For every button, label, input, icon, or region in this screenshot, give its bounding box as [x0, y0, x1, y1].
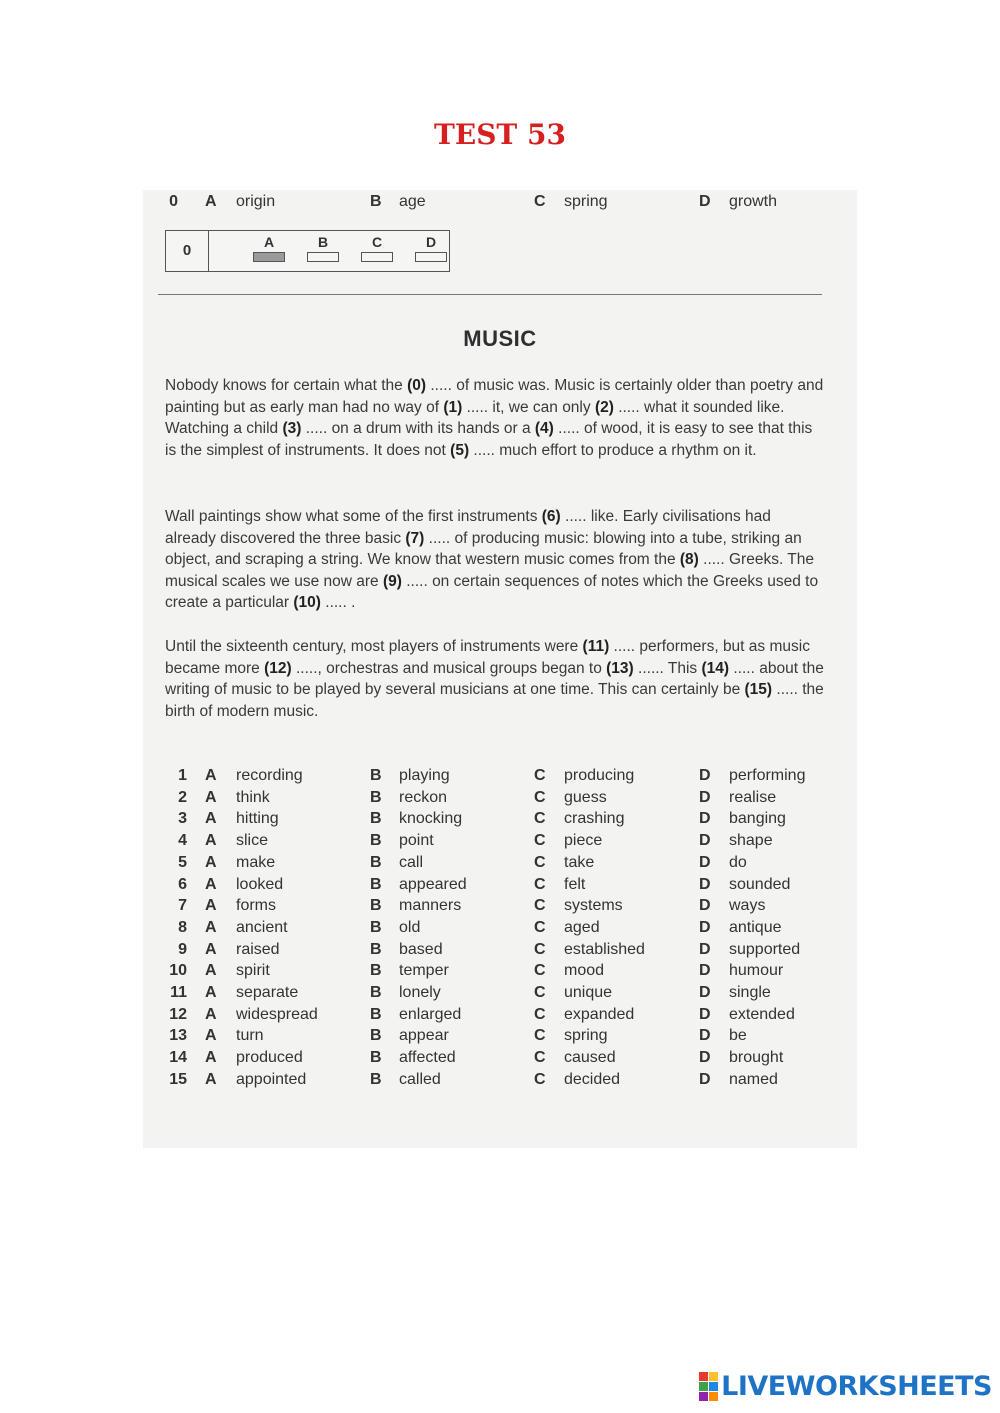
passage-paragraph — [165, 375, 825, 461]
option-word: raised — [236, 940, 280, 958]
passage-text: ..... on a drum with its hands or a — [301, 420, 535, 437]
question-number: 4 — [178, 832, 187, 850]
question-row — [143, 808, 857, 830]
option-letter: A — [205, 1005, 217, 1023]
question-row — [143, 1025, 857, 1047]
gap-number: (4) — [534, 420, 554, 437]
option-letter: C — [534, 1005, 546, 1023]
gap-number: (2) — [594, 398, 614, 416]
example-row — [143, 191, 857, 213]
divider-line — [158, 294, 822, 295]
option-letter: C — [534, 940, 546, 958]
passage-text: ..... like. Early civilisations had already discovered the three basic — [165, 508, 771, 547]
answer-option-b — [306, 234, 340, 262]
gap-number: (11) — [582, 638, 610, 655]
option-word: sounded — [729, 875, 791, 893]
question-number: 6 — [178, 875, 187, 893]
option-letter: C — [534, 767, 546, 784]
option-word: produced — [236, 1049, 303, 1067]
option-letter: B — [370, 832, 382, 850]
option-word: enlarged — [399, 1005, 462, 1023]
option-letter: A — [205, 962, 217, 980]
option-word: performing — [729, 767, 806, 784]
question-number: 9 — [178, 940, 187, 958]
logo-text: LIVEWORKSHEETS — [721, 1370, 992, 1402]
option-letter: C — [534, 1049, 546, 1067]
answer-option-c — [360, 234, 394, 262]
option-word: decided — [564, 1070, 621, 1088]
option-word: named — [729, 1070, 778, 1088]
option-word: appeared — [399, 875, 467, 893]
option-letter: A — [205, 897, 217, 915]
option-word: established — [564, 940, 645, 958]
option-letter: C — [534, 1027, 546, 1045]
option-word: old — [399, 918, 421, 936]
option-word: turn — [236, 1027, 264, 1045]
option-word: piece — [564, 832, 603, 850]
option-letter: A — [205, 193, 217, 210]
option-word: ancient — [236, 918, 288, 936]
passage-text: ..... the birth of modern music. — [165, 681, 824, 720]
option-word: do — [729, 853, 747, 871]
passage-text: ....., orchestras and musical groups began to — [291, 659, 607, 677]
option-word: spring — [564, 1027, 608, 1045]
option-word: slice — [236, 832, 269, 850]
option-letter: B — [370, 193, 382, 210]
question-row — [143, 765, 857, 787]
option-word: recording — [236, 767, 303, 784]
option-letter: C — [534, 788, 546, 806]
passage-text: ..... it, we can only — [462, 398, 595, 416]
option-word: systems — [564, 897, 623, 915]
option-letter: A — [205, 832, 217, 850]
option-letter: B — [370, 897, 382, 915]
question-row — [143, 960, 857, 982]
option-letter: D — [699, 810, 711, 828]
option-word: separate — [236, 984, 299, 1001]
example-answer-box — [165, 230, 450, 272]
passage-text: ..... . — [320, 594, 356, 611]
question-row — [143, 874, 857, 896]
option-letter: B — [370, 962, 382, 980]
question-row — [143, 982, 857, 1004]
passage-text: ..... of producing music: blowing into a tube, striking an object, and scraping a string. We know that western music comes from the — [165, 529, 802, 568]
gap-number: (9) — [382, 572, 402, 590]
passage-text: ..... of wood, it is easy to see that this is the simplest of instruments. It does not — [165, 420, 813, 459]
answer-box-number: 0 — [166, 231, 209, 271]
option-word: caused — [564, 1049, 616, 1067]
option-word: crashing — [564, 810, 625, 828]
option-word: ways — [729, 897, 766, 915]
option-word: called — [399, 1070, 441, 1088]
question-number: 10 — [169, 962, 187, 980]
answer-option-box — [415, 252, 447, 262]
question-number: 3 — [178, 810, 187, 828]
option-letter: C — [534, 853, 546, 871]
option-word: knocking — [399, 810, 463, 828]
page-title: TEST 53 — [434, 118, 566, 151]
gap-number: (0) — [407, 377, 427, 394]
gap-number: (1) — [443, 398, 463, 416]
option-word: manners — [399, 897, 462, 915]
option-letter: B — [370, 875, 382, 893]
option-word: spirit — [236, 962, 270, 980]
option-word: point — [399, 832, 434, 850]
option-word: looked — [236, 875, 284, 893]
option-letter: B — [370, 984, 382, 1001]
option-word: think — [236, 788, 270, 806]
passage-text: ..... much effort to produce a rhythm on it. — [469, 441, 757, 459]
option-letter: B — [370, 1049, 382, 1067]
gap-number: (13) — [606, 659, 634, 677]
passage-text: ..... performers, but as music became more — [165, 638, 810, 677]
gap-number: (7) — [405, 529, 425, 547]
option-word: based — [399, 940, 443, 958]
option-letter: A — [205, 875, 217, 893]
question-row — [143, 787, 857, 809]
logo-mark-square — [709, 1372, 718, 1381]
option-word: spring — [564, 193, 608, 210]
option-letter: D — [699, 984, 711, 1001]
option-letter: A — [205, 788, 217, 806]
option-letter: C — [534, 875, 546, 893]
option-word: forms — [236, 897, 276, 915]
option-letter: D — [699, 897, 711, 915]
gap-number: (6) — [541, 508, 561, 525]
option-word: age — [399, 193, 426, 210]
question-number: 1 — [178, 767, 187, 784]
option-word: humour — [729, 962, 784, 980]
liveworksheets-logo — [699, 1371, 992, 1401]
answer-option-box — [307, 252, 339, 262]
option-letter: B — [370, 767, 382, 784]
option-letter: B — [370, 1070, 382, 1088]
option-letter: C — [534, 832, 546, 850]
question-row — [143, 830, 857, 852]
option-letter: A — [205, 1049, 217, 1067]
option-word: origin — [236, 193, 276, 210]
gap-number: (10) — [293, 594, 321, 611]
option-letter: B — [370, 1005, 382, 1023]
option-letter: B — [370, 918, 382, 936]
option-word: appear — [399, 1027, 449, 1045]
option-word: shape — [729, 832, 773, 850]
option-letter: C — [534, 984, 546, 1001]
option-letter: D — [699, 832, 711, 850]
option-word: realise — [729, 788, 777, 806]
passage-paragraph — [165, 636, 825, 722]
option-letter: C — [534, 193, 546, 210]
option-word: temper — [399, 962, 449, 980]
passage-text: ..... Greeks. The musical scales we use now are — [165, 551, 814, 590]
passage-text: ..... of music was. Music is certainly older than poetry and painting but as early man had no way of — [165, 377, 824, 416]
option-word: supported — [729, 940, 801, 958]
option-word: hitting — [236, 810, 279, 828]
option-letter: A — [205, 918, 217, 936]
option-word: call — [399, 853, 424, 871]
answer-option-letter: C — [371, 234, 383, 250]
example-number: 0 — [169, 193, 178, 210]
option-letter: C — [534, 810, 546, 828]
logo-mark-square — [699, 1392, 708, 1401]
option-word: lonely — [399, 984, 441, 1001]
option-letter: D — [699, 193, 711, 210]
passage-paragraph — [165, 506, 825, 614]
logo-mark-icon — [699, 1372, 718, 1401]
option-word: reckon — [399, 788, 448, 806]
option-letter: B — [370, 1027, 382, 1045]
logo-mark-square — [699, 1382, 708, 1391]
passage-text: ..... about the writing of music to be played by several musicians at one time. This can certainly be — [165, 659, 824, 698]
gap-number: (8) — [679, 551, 699, 568]
option-letter: B — [370, 940, 382, 958]
logo-mark-square — [709, 1382, 718, 1391]
option-letter: D — [699, 1070, 711, 1088]
option-letter: B — [370, 810, 382, 828]
answer-option-letter: B — [317, 234, 329, 250]
passage-title: MUSIC — [463, 326, 537, 351]
option-letter: A — [205, 767, 217, 784]
option-letter: D — [699, 1027, 711, 1045]
question-row — [143, 852, 857, 874]
option-letter: D — [699, 962, 711, 980]
question-number: 8 — [178, 918, 187, 936]
gap-number: (12) — [264, 659, 292, 677]
question-number: 7 — [178, 897, 187, 915]
option-letter: C — [534, 962, 546, 980]
option-letter: B — [370, 853, 382, 871]
option-letter: D — [699, 875, 711, 893]
option-word: brought — [729, 1049, 784, 1067]
option-letter: A — [205, 984, 217, 1001]
option-word: aged — [564, 918, 600, 936]
option-letter: A — [205, 1027, 217, 1045]
option-word: playing — [399, 767, 450, 784]
answer-option-d — [414, 234, 448, 262]
option-letter: D — [699, 788, 711, 806]
option-letter: D — [699, 1049, 711, 1067]
option-letter: A — [205, 810, 217, 828]
gap-number: (15) — [744, 681, 773, 698]
passage-text: ..... what it sounded like. Watching a child — [165, 398, 785, 437]
option-word: growth — [729, 193, 778, 210]
question-row — [143, 1069, 857, 1091]
option-letter: C — [534, 897, 546, 915]
answer-option-box — [361, 252, 393, 262]
option-letter: B — [370, 788, 382, 806]
passage-text: ..... on certain sequences of notes which the Greeks used to create a particular — [165, 572, 819, 611]
gap-number: (5) — [450, 441, 470, 459]
option-word: banging — [729, 810, 786, 828]
option-letter: C — [534, 1070, 546, 1088]
question-number: 12 — [169, 1005, 187, 1023]
option-word: producing — [564, 767, 635, 784]
option-word: guess — [564, 788, 607, 806]
question-row — [143, 895, 857, 917]
option-word: widespread — [236, 1005, 318, 1023]
answer-option-a — [252, 234, 286, 262]
passage-text: Wall paintings show what some of the first instruments — [165, 508, 542, 525]
question-row — [143, 939, 857, 961]
option-word: be — [729, 1027, 747, 1045]
option-letter: D — [699, 1005, 711, 1023]
option-word: unique — [564, 984, 613, 1001]
option-letter: D — [699, 918, 711, 936]
question-number: 13 — [169, 1027, 187, 1045]
option-letter: D — [699, 767, 711, 784]
option-word: take — [564, 853, 595, 871]
logo-mark-square — [709, 1392, 718, 1401]
logo-mark-square — [699, 1372, 708, 1381]
passage-text: Until the sixteenth century, most players of instruments were — [165, 638, 583, 655]
worksheet-scan — [143, 190, 857, 1148]
option-letter: A — [205, 853, 217, 871]
question-number: 2 — [178, 788, 187, 806]
gap-number: (14) — [701, 659, 730, 677]
option-word: antique — [729, 918, 782, 936]
question-row — [143, 917, 857, 939]
question-number: 15 — [169, 1070, 187, 1088]
question-number: 14 — [169, 1049, 187, 1067]
option-word: felt — [564, 875, 586, 893]
question-number: 11 — [170, 984, 187, 1001]
option-word: affected — [399, 1049, 456, 1067]
passage-text: Nobody knows for certain what the — [165, 377, 408, 394]
question-number: 5 — [178, 853, 187, 871]
option-word: expanded — [564, 1005, 635, 1023]
question-row — [143, 1004, 857, 1026]
answer-option-letter: D — [425, 234, 437, 250]
option-letter: C — [534, 918, 546, 936]
option-word: make — [236, 853, 276, 871]
option-letter: A — [205, 1070, 217, 1088]
option-letter: A — [205, 940, 217, 958]
answer-option-letter: A — [263, 234, 275, 250]
option-letter: D — [699, 853, 711, 871]
option-word: single — [729, 984, 771, 1001]
option-letter: D — [699, 940, 711, 958]
option-word: extended — [729, 1005, 795, 1023]
question-row — [143, 1047, 857, 1069]
passage-text: ...... This — [633, 659, 702, 677]
gap-number: (3) — [282, 420, 302, 437]
option-word: appointed — [236, 1070, 307, 1088]
option-word: mood — [564, 962, 605, 980]
answer-option-box-filled — [253, 252, 285, 262]
